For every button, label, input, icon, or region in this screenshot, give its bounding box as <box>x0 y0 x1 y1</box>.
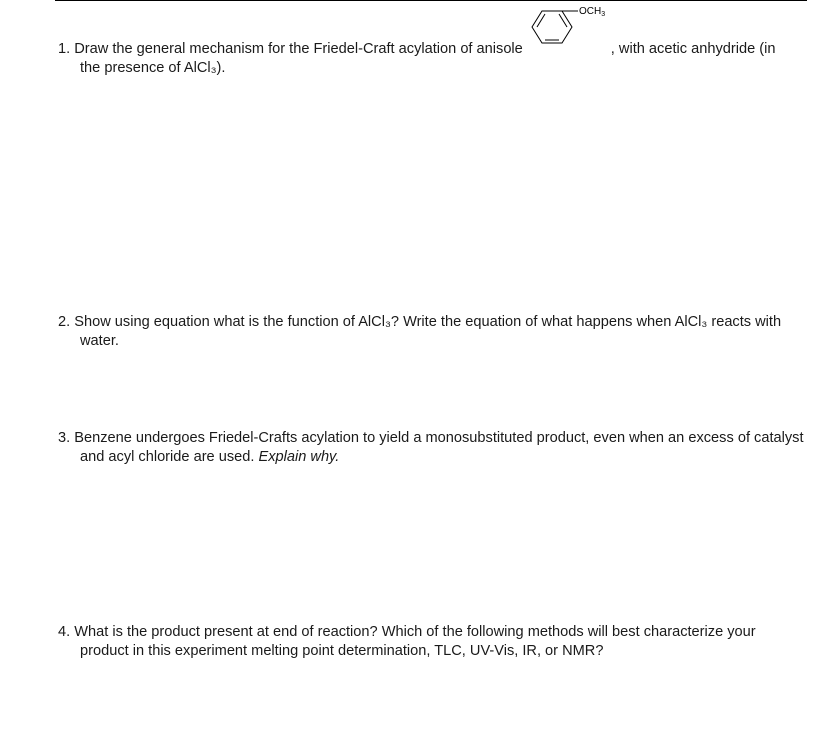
question-1-number: 1. <box>58 41 71 57</box>
question-2-number: 2. <box>58 314 71 330</box>
question-4 <box>58 623 818 661</box>
question-3-line-2 <box>58 448 818 467</box>
question-2-line-1 <box>58 313 818 332</box>
question-2-line-2: water. <box>80 333 119 349</box>
double-bond-2 <box>559 14 567 27</box>
question-1-text-end: , with acetic anhydride (in <box>610 41 776 57</box>
question-4-line-2: product in this experiment melting point determination, TLC, UV-Vis, IR, or NMR? <box>80 643 604 659</box>
question-4-line-1 <box>58 623 818 642</box>
question-3 <box>58 429 818 467</box>
question-4-number: 4. <box>58 624 71 640</box>
question-1-text-start: Draw the general mechanism for the Friedel-Craft acylation of anisole <box>74 41 523 57</box>
question-3-text: Benzene undergoes Friedel-Crafts acylation to yield a monosubstituted product, even when an excess of catalyst <box>74 430 804 446</box>
question-4-text: What is the product present at end of reaction? Which of the following methods will best characterize your <box>74 624 756 640</box>
question-3-line-2-plain: and acyl chloride are used. <box>80 449 255 465</box>
double-bond-1 <box>537 14 545 27</box>
question-2 <box>58 313 818 351</box>
question-1-line-1 <box>58 40 818 59</box>
benzene-ring <box>532 11 572 43</box>
top-rule <box>55 0 807 1</box>
methoxy-label: $OCH_3$ <box>579 6 606 18</box>
question-2-text: Show using equation what is the function of AlCl₃? Write the equation of what happens when AlCl₃ reacts with <box>74 314 782 330</box>
question-3-line-2-italic: Explain why. <box>258 449 340 465</box>
question-3-number: 3. <box>58 430 71 446</box>
question-1 <box>58 40 818 78</box>
question-3-line-1 <box>58 429 818 448</box>
question-1-line-2: the presence of AlCl₃). <box>80 60 226 76</box>
